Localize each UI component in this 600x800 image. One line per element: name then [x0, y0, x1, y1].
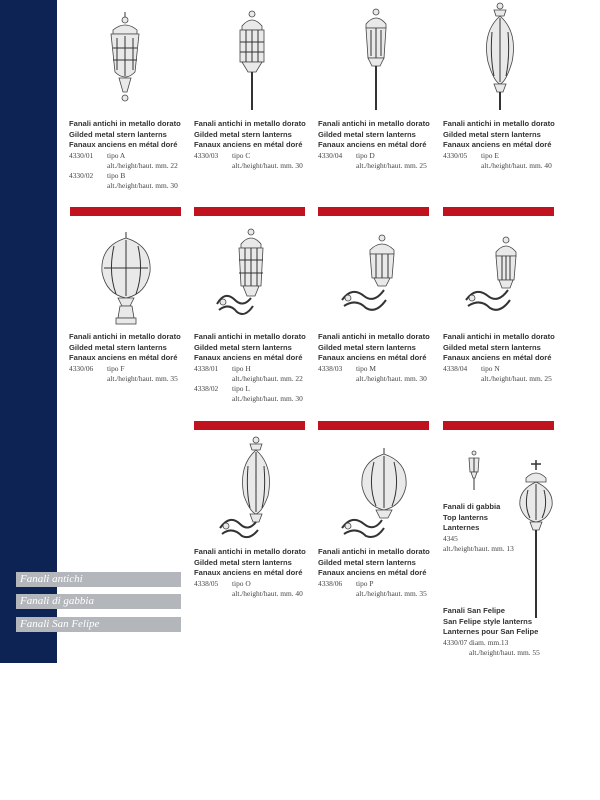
lantern-image-tipo-a	[105, 12, 145, 104]
gabbia-title-it: Fanali di gabbia	[443, 502, 501, 511]
product-code: 4338/03	[318, 363, 343, 373]
title-it: Fanali antichi in metallo dorato	[318, 332, 430, 341]
product-height: alt./height/haut. mm. 30	[232, 393, 303, 403]
title-it: Fanali antichi in metallo dorato	[69, 332, 181, 341]
product-height: alt./height/haut. mm. 22	[232, 373, 303, 383]
product-4330-04	[318, 119, 443, 171]
product-code: 4338/04	[443, 363, 468, 373]
separator-bar	[194, 421, 305, 430]
sidebar-band	[0, 0, 57, 663]
product-4330-07	[443, 606, 553, 658]
lantern-image-tipo-d	[358, 8, 394, 110]
product-4338-06	[318, 547, 443, 599]
tab-fanali-di-gabbia[interactable]: Fanali di gabbia	[16, 594, 181, 609]
title-fr: Fanaux anciens en métal doré	[69, 353, 178, 362]
product-height: alt./height/haut. mm. 40	[481, 160, 552, 170]
title-it: Fanali antichi in metallo dorato	[194, 332, 306, 341]
title-en: Gilded metal stern lanterns	[318, 557, 416, 567]
title-fr: Fanaux anciens en métal doré	[443, 140, 552, 149]
product-height: alt./height/haut. mm. 30	[107, 180, 178, 190]
product-4338-03	[318, 332, 443, 384]
tab-fanali-antichi[interactable]: Fanali antichi	[16, 572, 181, 587]
product-diameter: diam. mm.13	[469, 637, 509, 647]
product-code: 4330/02	[69, 170, 94, 180]
product-type: tipo M	[356, 363, 376, 373]
title-fr: Fanaux anciens en métal doré	[194, 140, 303, 149]
lantern-image-tipo-m	[340, 234, 402, 326]
title-it: Fanali antichi in metallo dorato	[318, 547, 430, 556]
san-felipe-title-en: San Felipe style lanterns	[443, 616, 533, 626]
title-en: Gilded metal stern lanterns	[443, 342, 541, 352]
product-height: alt./height/haut. mm. 40	[232, 588, 303, 598]
product-4330-05	[443, 119, 568, 171]
lantern-image-tipo-n	[464, 236, 526, 326]
title-fr: Fanaux anciens en métal doré	[318, 353, 427, 362]
title-fr: Fanaux anciens en métal doré	[318, 568, 427, 577]
title-en: Gilded metal stern lanterns	[443, 129, 541, 139]
product-type: tipo A	[107, 150, 126, 160]
product-4338-01	[194, 332, 319, 404]
product-code: 4338/01	[194, 363, 219, 373]
lantern-image-san-felipe	[518, 460, 554, 620]
title-it: Fanali antichi in metallo dorato	[443, 332, 555, 341]
product-height: alt./height/haut. mm. 25	[481, 373, 552, 383]
san-felipe-title-it: Fanali San Felipe	[443, 606, 506, 615]
separator-bar	[443, 207, 554, 216]
title-fr: Fanaux anciens en métal doré	[194, 353, 303, 362]
product-code: 4338/02	[194, 383, 219, 393]
product-type: tipo N	[481, 363, 500, 373]
title-en: Gilded metal stern lanterns	[318, 129, 416, 139]
lantern-image-tipo-p	[340, 448, 408, 540]
title-en: Gilded metal stern lanterns	[194, 129, 292, 139]
title-it: Fanali antichi in metallo dorato	[69, 119, 181, 128]
lantern-image-tipo-c	[232, 10, 272, 110]
product-height: alt./height/haut. mm. 35	[107, 373, 178, 383]
gabbia-title-fr: Lanternes	[443, 523, 480, 532]
title-it: Fanali antichi in metallo dorato	[443, 119, 555, 128]
tab-fanali-san-felipe[interactable]: Fanali San Felipe	[16, 617, 181, 632]
title-en: Gilded metal stern lanterns	[194, 342, 292, 352]
lantern-image-tipo-f	[98, 232, 154, 326]
separator-bar	[443, 421, 554, 430]
gabbia-title-en: Top lanterns	[443, 512, 489, 522]
product-type: tipo E	[481, 150, 499, 160]
product-height: alt./height/haut. mm. 13	[443, 543, 514, 553]
title-it: Fanali antichi in metallo dorato	[194, 119, 306, 128]
lantern-image-tipo-o	[218, 436, 276, 540]
separator-bar	[318, 421, 429, 430]
product-height: alt./height/haut. mm. 55	[469, 647, 540, 657]
separator-bar	[318, 207, 429, 216]
title-en: Gilded metal stern lanterns	[318, 342, 416, 352]
product-4330-03	[194, 119, 319, 171]
product-height: alt./height/haut. mm. 30	[356, 373, 427, 383]
product-type: tipo H	[232, 363, 251, 373]
separator-bar	[194, 207, 305, 216]
product-code: 4330/01	[69, 150, 94, 160]
title-fr: Fanaux anciens en métal doré	[69, 140, 178, 149]
product-code: 4330/07	[443, 637, 468, 647]
product-type: tipo L	[232, 383, 250, 393]
san-felipe-title-fr: Lanternes pour San Felipe	[443, 627, 539, 636]
product-code: 4330/05	[443, 150, 468, 160]
product-code: 4338/06	[318, 578, 343, 588]
title-fr: Fanaux anciens en métal doré	[318, 140, 427, 149]
product-code: 4345	[443, 533, 458, 543]
product-type: tipo F	[107, 363, 125, 373]
title-en: Gilded metal stern lanterns	[69, 129, 167, 139]
product-4338-05	[194, 547, 319, 599]
separator-bar	[70, 207, 181, 216]
lantern-image-gabbia	[466, 450, 482, 490]
product-4345	[443, 502, 523, 554]
product-4338-04	[443, 332, 568, 384]
title-it: Fanali antichi in metallo dorato	[194, 547, 306, 556]
title-it: Fanali antichi in metallo dorato	[318, 119, 430, 128]
title-fr: Fanaux anciens en métal doré	[443, 353, 552, 362]
product-code: 4330/03	[194, 150, 219, 160]
product-height: alt./height/haut. mm. 25	[356, 160, 427, 170]
title-fr: Fanaux anciens en métal doré	[194, 568, 303, 577]
product-height: alt./height/haut. mm. 22	[107, 160, 178, 170]
product-height: alt./height/haut. mm. 35	[356, 588, 427, 598]
title-en: Gilded metal stern lanterns	[194, 557, 292, 567]
product-4330-06	[69, 332, 194, 384]
lantern-image-tipo-e	[480, 2, 520, 110]
product-code: 4338/05	[194, 578, 219, 588]
product-4330-01	[69, 119, 194, 191]
product-type: tipo B	[107, 170, 126, 180]
title-en: Gilded metal stern lanterns	[69, 342, 167, 352]
product-code: 4330/06	[69, 363, 94, 373]
product-type: tipo P	[356, 578, 374, 588]
product-type: tipo O	[232, 578, 251, 588]
product-height: alt./height/haut. mm. 30	[232, 160, 303, 170]
product-type: tipo D	[356, 150, 375, 160]
product-code: 4330/04	[318, 150, 343, 160]
product-type: tipo C	[232, 150, 251, 160]
lantern-image-tipo-h	[215, 228, 273, 324]
